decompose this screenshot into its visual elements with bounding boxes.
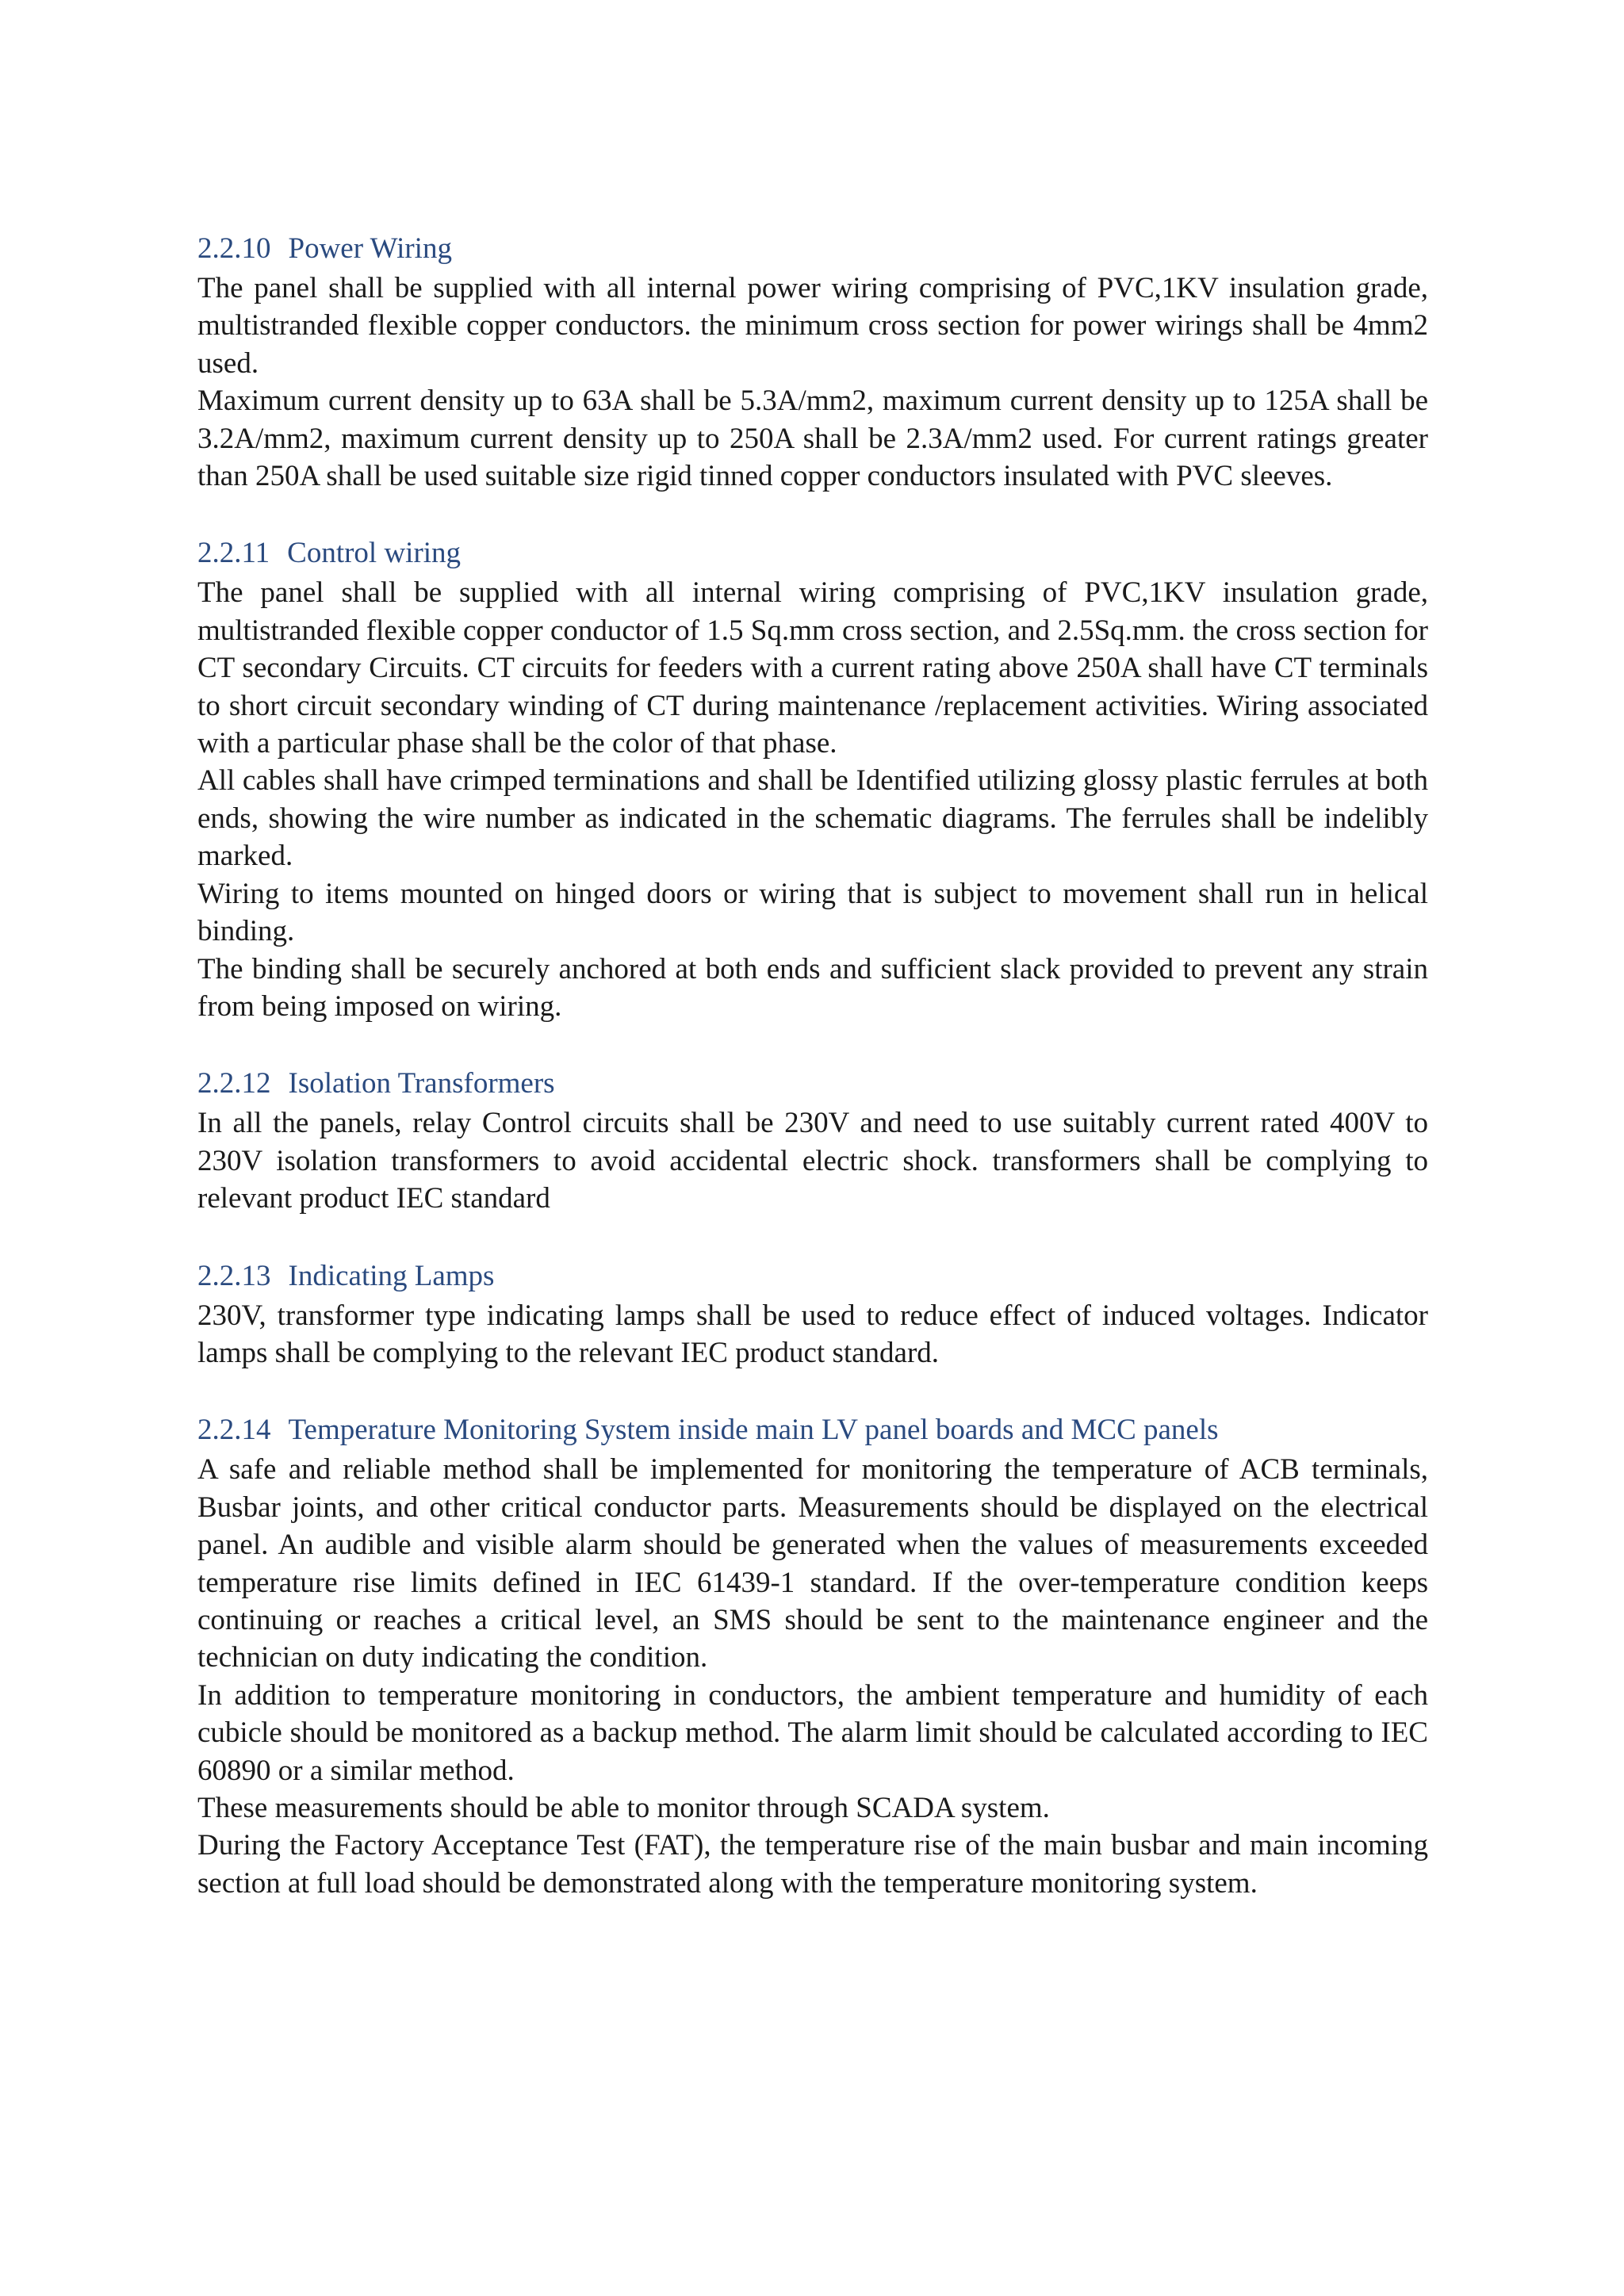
paragraph: In addition to temperature monitoring in conductors, the ambient temperature and humidity of each cubicle should be monitored as a backup method. The alarm limit should be calculated according to IEC 60890 or a similar method. [197,1678,1428,1787]
section-title: Isolation Transformers [288,1067,555,1100]
section-control-wiring [197,534,1428,1025]
section-number: 2.2.10 [197,232,271,265]
paragraph: 230V, transformer type indicating lamps shall be used to reduce effect of induced voltages. Indicator lamps shall be complying to the relevant IEC product standard. [197,1299,1428,1369]
section-heading [197,1257,1428,1295]
paragraph: Wiring to items mounted on hinged doors or wiring that is subject to movement shall run in helical binding. [197,877,1428,948]
section-title: Temperature Monitoring System inside main LV panel boards and MCC panels [288,1414,1219,1447]
section-power-wiring [197,230,1428,495]
section-title: Indicating Lamps [288,1259,495,1292]
paragraph: Maximum current density up to 63A shall be 5.3A/mm2, maximum current density up to 125A shall be 3.2A/mm2, maximum current density up to 250A shall be 2.3A/mm2 used. For current ratings greater than 250A shall be used suitable size rigid tinned copper conductors insulated with PVC sleeves. [197,385,1428,493]
paragraph: The binding shall be securely anchored at both ends and sufficient slack provided to prevent any strain from being imposed on wiring. [197,952,1428,1023]
section-heading [197,1411,1428,1449]
section-number: 2.2.11 [197,537,270,570]
paragraph: These measurements should be able to monitor through SCADA system. [197,1792,1050,1824]
section-number: 2.2.14 [197,1414,271,1447]
section-number: 2.2.12 [197,1067,271,1100]
document-page [197,230,1428,1942]
section-heading [197,534,1428,572]
section-heading [197,1065,1428,1103]
paragraph: The panel shall be supplied with all internal wiring comprising of PVC,1KV insulation grade, multistranded flexible copper conductor of 1.5 Sq.mm cross section, and 2.5Sq.mm. the cross section for CT secondary Circuits. CT circuits for feeders with a current rating above 250A shall have CT terminals to short circuit secondary winding of CT during maintenance /replacement activities. Wiring associated with a particular phase shall be the color of that phase. [197,576,1428,760]
section-number: 2.2.13 [197,1259,271,1292]
paragraph: All cables shall have crimped terminations and shall be Identified utilizing glossy plastic ferrules at both ends, showing the wire number as indicated in the schematic diagrams. The ferrules shall be indelibly marked. [197,764,1428,873]
paragraph: The panel shall be supplied with all internal power wiring comprising of PVC,1KV insulation grade, multistranded flexible copper conductors. the minimum cross section for power wirings shall be 4mm2 used. [197,272,1428,380]
paragraph: During the Factory Acceptance Test (FAT), the temperature rise of the main busbar and main incoming section at full load should be demonstrated along with the temperature monitoring system. [197,1829,1428,1900]
section-title: Control wiring [287,537,462,570]
section-heading [197,230,1428,268]
section-isolation-transformers [197,1065,1428,1217]
section-title: Power Wiring [288,232,452,265]
paragraph: A safe and reliable method shall be implemented for monitoring the temperature of ACB terminals, Busbar joints, and other critical conductor parts. Measurements should be displayed on the electrical panel. An audible and visible alarm should be generated when the values of measurements exceeded temperature rise limits defined in IEC 61439-1 standard. If the over-temperature condition keeps continuing or reaches a critical level, an SMS should be sent to the maintenance engineer and the technician on duty indicating the condition. [197,1453,1428,1674]
paragraph: In all the panels, relay Control circuits shall be 230V and need to use suitably current rated 400V to 230V isolation transformers to avoid accidental electric shock. transformers shall be complying to relevant product IEC standard [197,1107,1428,1215]
section-indicating-lamps [197,1257,1428,1372]
section-temperature-monitoring [197,1411,1428,1902]
